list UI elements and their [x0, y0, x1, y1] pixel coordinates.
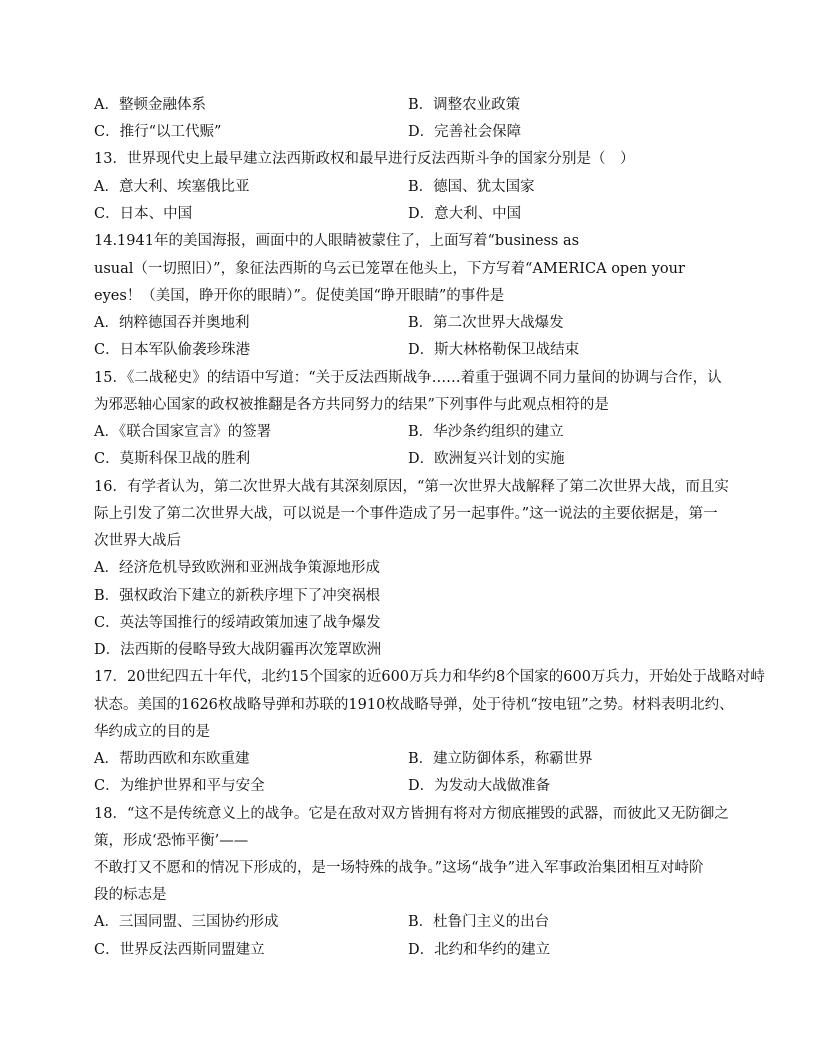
q18-option-d: D．北约和华约的建立: [408, 942, 551, 958]
q17-stem-line-2: 状态。美国的1626枚战略导弹和苏联的1910枚战略导弹，处于待机“按电钮”之势。材料表明北约、: [94, 697, 734, 713]
q14-stem-line-1: 14.1941年的美国海报，画面中的人眼睛被蒙住了，上面写着“business as: [94, 233, 580, 249]
q16-stem-line-2: 际上引发了第二次世界大战，可以说是一个事件造成了另一起事件。”这一说法的主要依据是，第一: [94, 506, 718, 522]
q15-option-b: B．华沙条约组织的建立: [408, 424, 564, 440]
q14-stem-line-3: eyes！（美国，睁开你的眼睛）”。促使美国“睁开眼睛”的事件是: [94, 288, 505, 304]
q14-option-c: C．日本军队偷袭珍珠港: [94, 342, 251, 358]
q17-stem-line-1: 17．20世纪四五十年代，北约15个国家的近600万兵力和华约8个国家的600万兵力，开始处于战略对峙: [94, 669, 765, 685]
q16-stem-line-1: 16．有学者认为，第二次世界大战有其深刻原因，“第一次世界大战解释了第二次世界大战，而且实: [94, 479, 729, 495]
q12-option-a: A．整顿金融体系: [94, 97, 206, 113]
q13-options-row-1: [94, 177, 734, 197]
q17-option-b: B．建立防御体系，称霸世界: [408, 751, 593, 767]
q12-option-d: D．完善社会保障: [408, 124, 522, 140]
q15-stem-line-1: 15．《二战秘史》的结语中写道：“关于反法西斯战争……着重于强调不同力量间的协调与合作，认: [94, 370, 722, 386]
q18-stem-line-4: 段的标志是: [94, 887, 167, 903]
q14-options-row-1: [94, 313, 734, 333]
q12-option-c: C．推行“以工代赈”: [94, 124, 222, 140]
q16-option-d: D．法西斯的侵略导致大战阴霾再次笼罩欧洲: [94, 642, 382, 658]
q15-option-d: D．欧洲复兴计划的实施: [408, 451, 565, 467]
q16-option-c: C．英法等国推行的绥靖政策加速了战争爆发: [94, 615, 381, 631]
q14-option-b: B．第二次世界大战爆发: [408, 315, 564, 331]
q16-option-b: B．强权政治下建立的新秩序埋下了冲突祸根: [94, 588, 381, 604]
q16-stem-line-3: 次世界大战后: [94, 533, 181, 549]
q18-option-c: C．世界反法西斯同盟建立: [94, 942, 265, 958]
q18-options-row-1: [94, 912, 734, 932]
q12-options-row-2: [94, 122, 734, 142]
q12-options-row-1: [94, 95, 734, 115]
q17-options-row-1: [94, 749, 734, 769]
q13-option-a: A．意大利、埃塞俄比亚: [94, 179, 250, 195]
q17-option-d: D．为发动大战做准备: [408, 778, 551, 794]
q12-option-b: B．调整农业政策: [408, 97, 521, 113]
q14-option-d: D．斯大林格勒保卫战结束: [408, 342, 580, 358]
q13-option-d: D．意大利、中国: [408, 206, 522, 222]
q14-stem-line-2: usual（一切照旧）”，象征法西斯的乌云已笼罩在他头上，下方写着“AMERICA open your: [94, 261, 685, 277]
q14-options-row-2: [94, 340, 734, 360]
q13-stem: 13．世界现代史上最早建立法西斯政权和最早进行反法西斯斗争的国家分别是（ ）: [94, 151, 635, 167]
q18-options-row-2: [94, 940, 734, 960]
q17-option-c: C．为维护世界和平与安全: [94, 778, 265, 794]
q17-option-a: A．帮助西欧和东欧重建: [94, 751, 250, 767]
q13-option-c: C．日本、中国: [94, 206, 193, 222]
q18-stem-line-1: 18．“这不是传统意义上的战争。它是在敌对双方皆拥有将对方彻底摧毁的武器，而彼此又无防御之: [94, 806, 729, 822]
q18-option-b: B．杜鲁门主义的出台: [408, 914, 550, 930]
q15-option-a: A．《联合国家宣言》的签署: [94, 424, 272, 440]
q15-options-row-1: [94, 422, 734, 442]
q18-stem-line-3: 不敢打又不愿和的情况下形成的，是一场特殊的战争。”这场“战争”进入军事政治集团相互对峙阶: [94, 860, 704, 876]
q13-option-b: B．德国、犹太国家: [408, 179, 535, 195]
q17-stem-line-3: 华约成立的目的是: [94, 724, 210, 740]
q17-options-row-2: [94, 776, 734, 796]
q18-option-a: A．三国同盟、三国协约形成: [94, 914, 279, 930]
q16-option-a: A．经济危机导致欧洲和亚洲战争策源地形成: [94, 560, 380, 576]
q15-option-c: C．莫斯科保卫战的胜利: [94, 451, 251, 467]
q15-options-row-2: [94, 449, 734, 469]
q13-options-row-2: [94, 204, 734, 224]
q14-option-a: A．纳粹德国吞并奥地利: [94, 315, 250, 331]
q15-stem-line-2: 为邪恶轴心国家的政权被推翻是各方共同努力的结果”下列事件与此观点相符的是: [94, 397, 609, 413]
q18-stem-line-2: 策，形成‘恐怖平衡’——: [94, 833, 249, 849]
